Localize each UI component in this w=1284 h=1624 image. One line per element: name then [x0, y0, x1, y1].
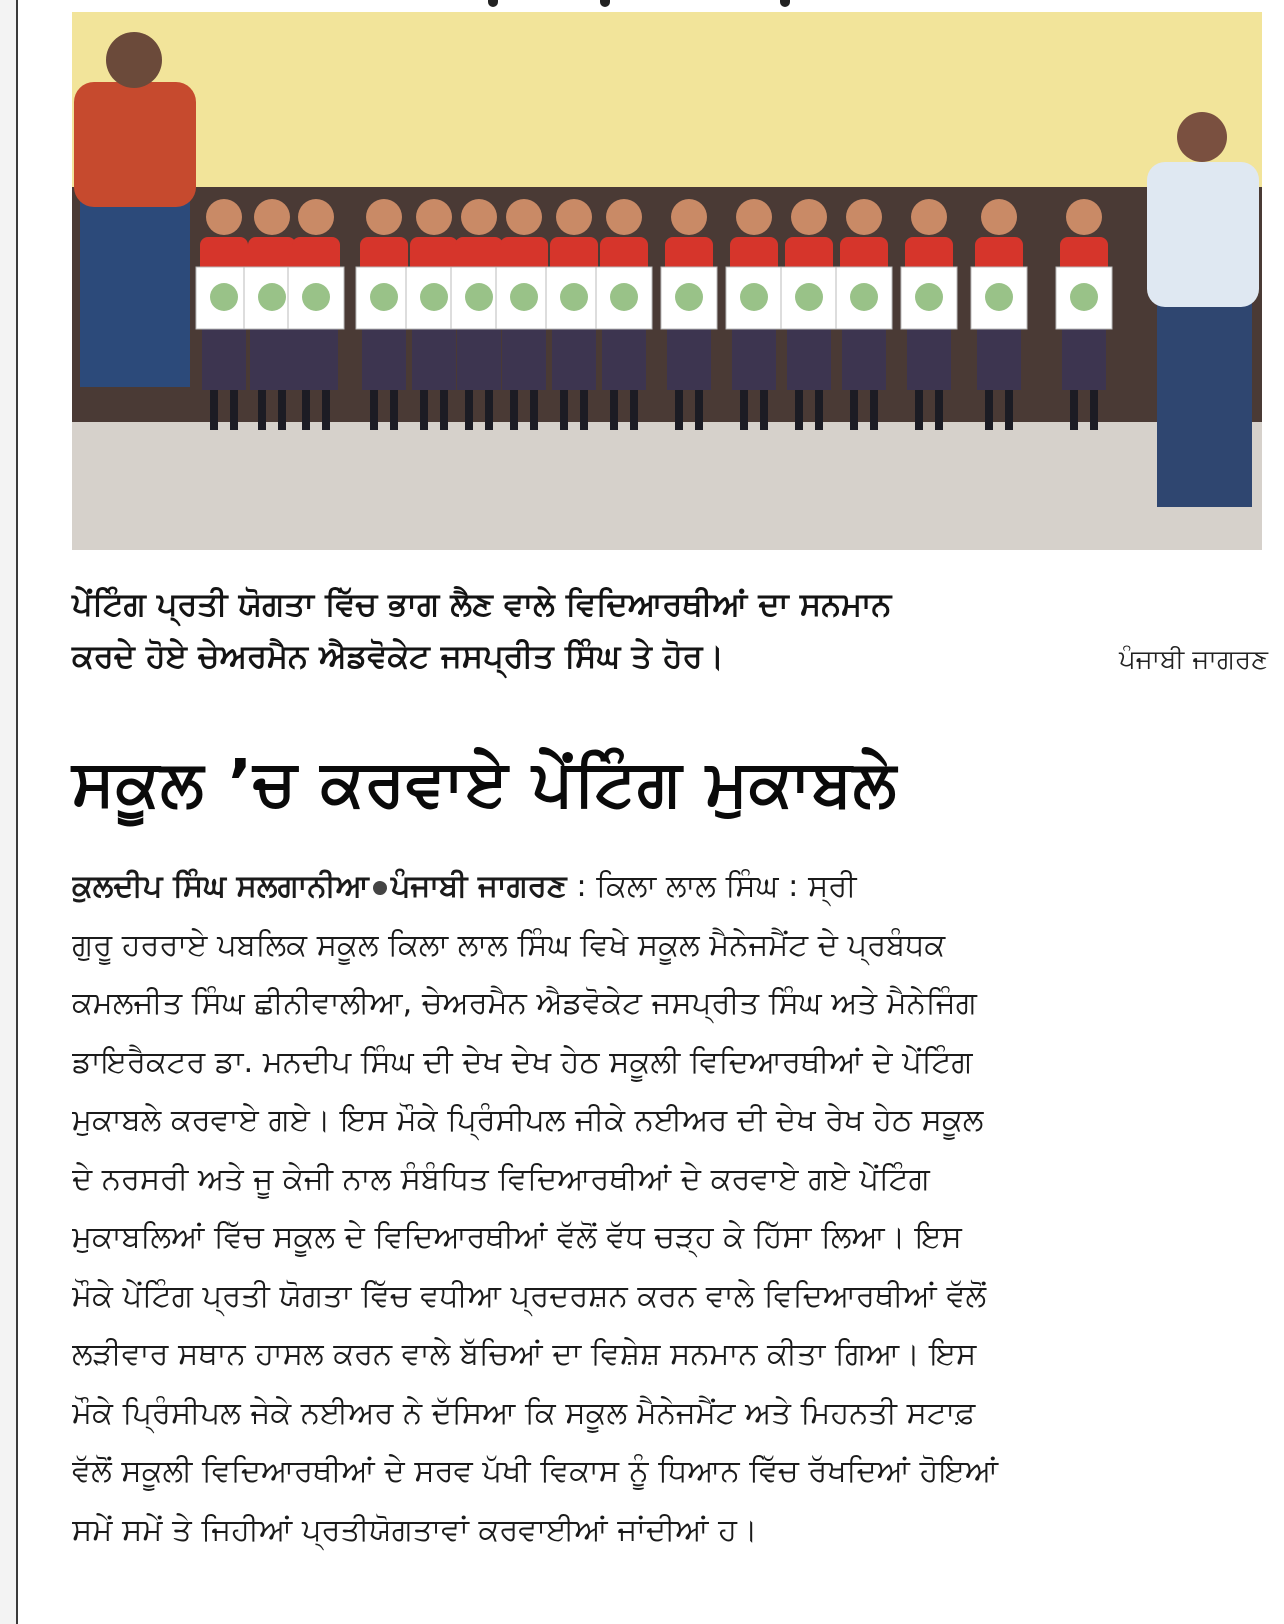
body-line: ਲੜੀਵਾਰ ਸਥਾਨ ਹਾਸਲ ਕਰਨ ਵਾਲੇ ਬੱਚਿਆਂ ਦਾ ਵਿਸ਼ੇਸ਼ ਸਨਮਾਨ ਕੀਤਾ ਗਿਆ। ਇਸ — [72, 1337, 977, 1372]
article-body — [72, 858, 1268, 1560]
byline-author: ਕੁਲਦੀਪ ਸਿੰਘ ਸਲਗਾਨੀਆ — [72, 869, 369, 904]
adult-woman-trousers — [1157, 282, 1252, 507]
child-head — [254, 199, 290, 235]
child-head — [556, 199, 592, 235]
caption-line-1: ਪੇਂਟਿੰਗ ਪ੍ਰਤੀ ਯੋਗਤਾ ਵਿੱਚ ਭਾਗ ਲੈਣ ਵਾਲੇ ਵਿਦਿਆਰਥੀਆਂ ਦਾ ਸਨਮਾਨ — [72, 585, 892, 623]
child-head — [606, 199, 642, 235]
child-leg — [258, 390, 266, 430]
child-leg — [420, 390, 428, 430]
byline-place: : ਕਿਲਾ ਲਾਲ ਸਿੰਘ : ਸ੍ਰੀ — [576, 869, 857, 904]
child-leg — [530, 390, 538, 430]
painting-tree — [675, 283, 703, 311]
child-leg — [630, 390, 638, 430]
child-leg — [210, 390, 218, 430]
child-leg — [815, 390, 823, 430]
painting-tree — [465, 283, 493, 311]
child-leg — [278, 390, 286, 430]
byline-line — [72, 858, 1268, 917]
article-headline: ਸਕੂਲ ’ਚ ਕਰਵਾਏ ਪੇਂਟਿੰਗ ਮੁਕਾਬਲੇ — [72, 747, 898, 821]
painting-tree — [985, 283, 1013, 311]
painting-tree — [1070, 283, 1098, 311]
painting-tree — [258, 283, 286, 311]
child-leg — [465, 390, 473, 430]
child-leg — [1005, 390, 1013, 430]
child-head — [1066, 199, 1102, 235]
child-leg — [370, 390, 378, 430]
child-head — [206, 199, 242, 235]
body-line: ਮੌਕੇ ਪੇਂਟਿੰਗ ਪ੍ਰਤੀ ਯੋਗਤਾ ਵਿੱਚ ਵਧੀਆ ਪ੍ਰਦਰਸ਼ਨ ਕਰਨ ਵਾਲੇ ਵਿਦਿਆਰਥੀਆਂ ਵੱਲੋਂ — [72, 1278, 987, 1314]
painting-tree — [370, 283, 398, 311]
child-leg — [510, 390, 518, 430]
byline-paper: ਪੰਜਾਬੀ ਜਾਗਰਣ — [390, 869, 567, 904]
body-line: ਕਮਲਜੀਤ ਸਿੰਘ ਛੀਨੀਵਾਲੀਆ, ਚੇਅਰਮੈਨ ਐਡਵੋਕੇਟ ਜਸਪ੍ਰੀਤ ਸਿੰਘ ਅਤੇ ਮੈਨੇਜਿੰਗ — [72, 986, 977, 1021]
child-head — [791, 199, 827, 235]
floor — [72, 422, 1262, 550]
photo-caption — [72, 578, 1268, 682]
news-photo — [72, 12, 1262, 550]
body-line: ਦੇ ਨਰਸਰੀ ਅਤੇ ਜੂ ਕੇਜੀ ਨਾਲ ਸੰਬੰਧਿਤ ਵਿਦਿਆਰਥੀਆਂ ਦੇ ਕਰਵਾਏ ਗਏ ਪੇਂਟਿੰਗ — [72, 1161, 930, 1197]
body-line: ਮੁਕਾਬਲੇ ਕਰਵਾਏ ਗਏ। ਇਸ ਮੌਕੇ ਪ੍ਰਿੰਸੀਪਲ ਜੀਕੇ ਨਈਅਰ ਦੀ ਦੇਖ ਰੇਖ ਹੇਠ ਸਕੂਲ — [72, 1103, 984, 1138]
adult-woman-shirt — [1147, 162, 1259, 307]
top-fragment-marks — [480, 0, 840, 8]
child-leg — [675, 390, 683, 430]
child-head — [911, 199, 947, 235]
child-head — [416, 199, 452, 235]
body-line: ਸਮੇਂ ਸਮੇਂ ਤੇ ਜਿਹੀਆਂ ਪ੍ਰਤੀਯੋਗਤਾਵਾਂ ਕਰਵਾਈਆਂ ਜਾਂਦੀਆਂ ਹ। — [72, 1512, 758, 1548]
child-leg — [760, 390, 768, 430]
child-head — [461, 199, 497, 235]
body-line: ਮੁਕਾਬਲਿਆਂ ਵਿੱਚ ਸਕੂਲ ਦੇ ਵਿਦਿਆਰਥੀਆਂ ਵੱਲੋਂ ਵੱਧ ਚੜ੍ਹ ਕੇ ਹਿੱਸਾ ਲਿਆ। ਇਸ — [72, 1220, 962, 1255]
body-line: ਵੱਲੋਂ ਸਕੂਲੀ ਵਿਦਿਆਰਥੀਆਂ ਦੇ ਸਰਵ ਪੱਖੀ ਵਿਕਾਸ ਨੂੰ ਧਿਆਨ ਵਿੱਚ ਰੱਖਦਿਆਂ ਹੋਇਆਂ — [72, 1454, 999, 1489]
child-head — [736, 199, 772, 235]
child-leg — [850, 390, 858, 430]
wall-upper — [72, 12, 1262, 187]
painting-tree — [510, 283, 538, 311]
child-leg — [580, 390, 588, 430]
painting-tree — [210, 283, 238, 311]
child-leg — [390, 390, 398, 430]
child-head — [671, 199, 707, 235]
child-leg — [935, 390, 943, 430]
child-leg — [1090, 390, 1098, 430]
child-head — [846, 199, 882, 235]
painting-tree — [915, 283, 943, 311]
adult-man-shirt — [74, 82, 196, 207]
photo-credit: ਪੰਜਾਬੀ ਜਾਗਰਣ — [1118, 645, 1268, 675]
child-head — [366, 199, 402, 235]
painting-tree — [795, 283, 823, 311]
painting-tree — [302, 283, 330, 311]
adult-man-head — [106, 32, 162, 88]
column-rule — [0, 0, 18, 1624]
painting-tree — [850, 283, 878, 311]
painting-tree — [610, 283, 638, 311]
caption-line-2-wrap — [72, 630, 1268, 682]
bullet-dot — [373, 881, 387, 895]
child-leg — [795, 390, 803, 430]
photo-illustration — [72, 12, 1262, 550]
caption-line-2: ਕਰਦੇ ਹੋਏ ਚੇਅਰਮੈਨ ਐਡਵੋਕੇਟ ਜਸਪ੍ਰੀਤ ਸਿੰਘ ਤੇ ਹੋਰ। — [72, 637, 725, 675]
child-leg — [560, 390, 568, 430]
child-leg — [485, 390, 493, 430]
child-leg — [440, 390, 448, 430]
child-leg — [230, 390, 238, 430]
painting-tree — [420, 283, 448, 311]
body-line: ਡਾਇਰੈਕਟਰ ਡਾ. ਮਨਦੀਪ ਸਿੰਘ ਦੀ ਦੇਖ ਦੇਖ ਹੇਠ ਸਕੂਲੀ ਵਿਦਿਆਰਥੀਆਂ ਦੇ ਪੇਂਟਿੰਗ — [72, 1044, 973, 1080]
adult-man-trousers — [80, 197, 190, 387]
child-leg — [915, 390, 923, 430]
child-leg — [302, 390, 310, 430]
adult-woman-head — [1177, 112, 1227, 162]
child-leg — [610, 390, 618, 430]
child-head — [981, 199, 1017, 235]
child-leg — [322, 390, 330, 430]
body-line: ਗੁਰੂ ਹਰਰਾਏ ਪਬਲਿਕ ਸਕੂਲ ਕਿਲਾ ਲਾਲ ਸਿੰਘ ਵਿਖੇ ਸਕੂਲ ਮੈਨੇਜਮੈਂਟ ਦੇ ਪ੍ਰਬੰਧਕ — [72, 927, 946, 963]
painting-tree — [560, 283, 588, 311]
child-leg — [1070, 390, 1078, 430]
child-head — [506, 199, 542, 235]
child-leg — [870, 390, 878, 430]
child-head — [298, 199, 334, 235]
body-line: ਮੌਕੇ ਪ੍ਰਿੰਸੀਪਲ ਜੇਕੇ ਨਈਅਰ ਨੇ ਦੱਸਿਆ ਕਿ ਸਕੂਲ ਮੈਨੇਜਮੈਂਟ ਅਤੇ ਮਿਹਨਤੀ ਸਟਾਫ਼ — [72, 1395, 976, 1431]
painting-tree — [740, 283, 768, 311]
child-leg — [695, 390, 703, 430]
child-leg — [740, 390, 748, 430]
child-leg — [985, 390, 993, 430]
